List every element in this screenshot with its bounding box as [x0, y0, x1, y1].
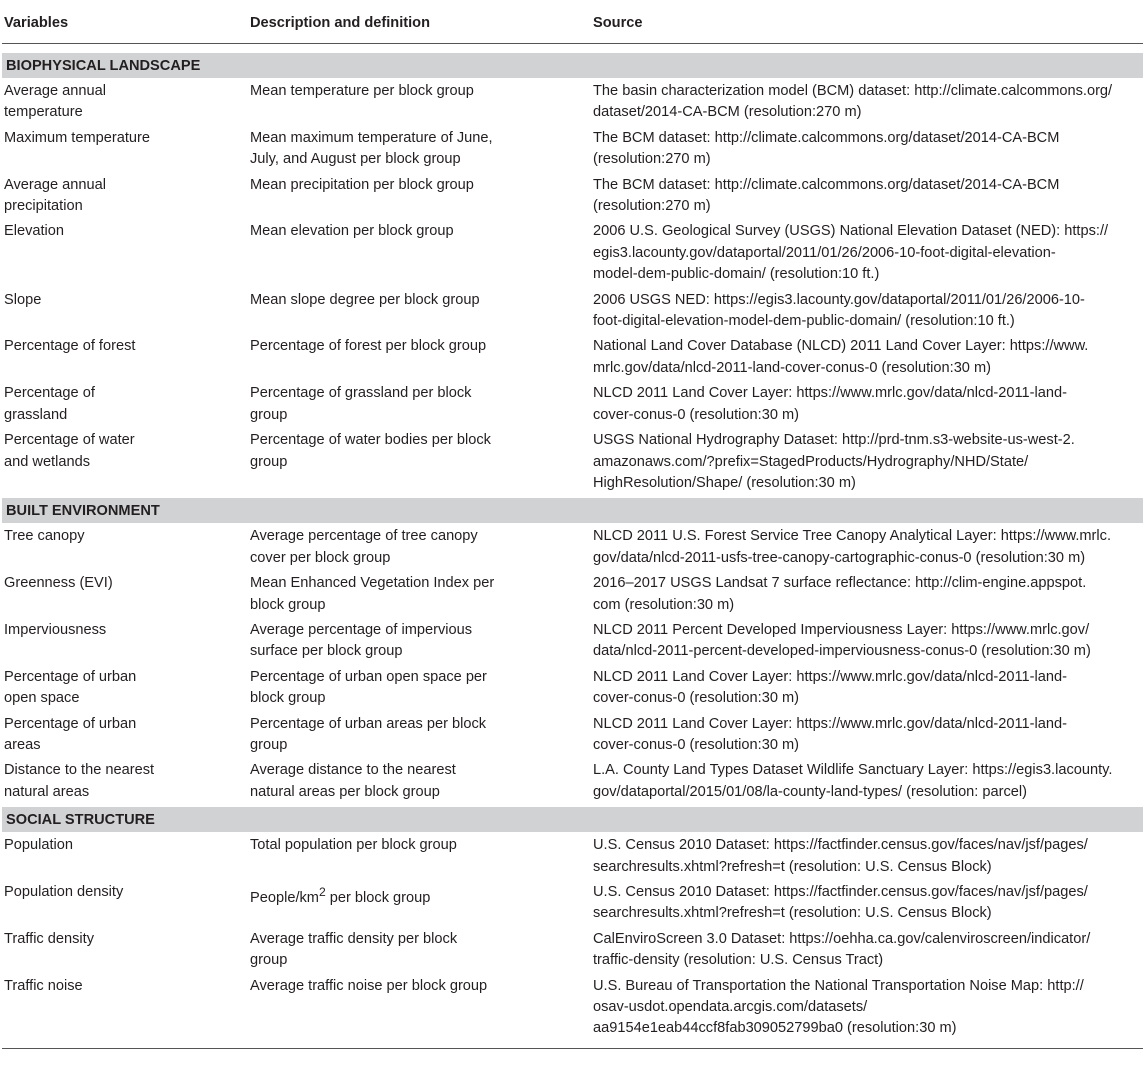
- variable-cell: Distance to the nearest natural areas: [4, 762, 155, 800]
- superscript: 2: [318, 885, 326, 899]
- table-row: [2, 835, 1143, 882]
- table-row: [2, 573, 1143, 620]
- variable-cell: Elevation: [4, 223, 65, 240]
- source-cell: CalEnviroScreen 3.0 Dataset: https://oehha.ca.gov/calenviroscreen/indicator/ traffic-density (resolution: U.S. Census Tract): [593, 930, 1091, 969]
- description-cell: Mean elevation per block group: [250, 223, 454, 240]
- description-cell: Average distance to the nearest natural areas per block group: [250, 762, 456, 800]
- table-row: [2, 336, 1143, 383]
- description-cell: Percentage of urban areas per block group: [250, 715, 487, 753]
- section-title: BIOPHYSICAL LANDSCAPE: [2, 53, 1143, 78]
- description-cell: [248, 882, 591, 925]
- table-row: [2, 221, 1143, 289]
- description-cell: Mean precipitation per block group: [250, 176, 474, 193]
- variable-cell: Traffic noise: [4, 977, 83, 994]
- header-description: Description and definition: [250, 15, 430, 31]
- header-source: Source: [593, 15, 643, 31]
- source-cell: U.S. Bureau of Transportation the National Transportation Noise Map: http:// osav-usdot.opendata.arcgis.com/datasets/ aa9154e1eab44ccf8fab309052799ba0 (resolution:30 m): [593, 977, 1084, 1037]
- source-cell: NLCD 2011 Land Cover Layer: https://www.mrlc.gov/data/nlcd-2011-land- cover-conus-0 (resolution:30 m): [593, 668, 1067, 707]
- variable-cell: Maximum temperature: [4, 129, 150, 146]
- header-variables: Variables: [4, 15, 69, 31]
- source-cell: U.S. Census 2010 Dataset: https://factfinder.census.gov/faces/nav/jsf/pages/ searchresults.xhtml?refresh=t (resolution: U.S. Census Block): [593, 837, 1088, 875]
- source-cell: The basin characterization model (BCM) dataset: http://climate.calcommons.org/ dataset/2014-CA-BCM (resolution:270 m): [593, 83, 1113, 121]
- variable-cell: Imperviousness: [4, 621, 107, 638]
- table-row: [2, 81, 1143, 128]
- source-cell: NLCD 2011 Percent Developed Imperviousness Layer: https://www.mrlc.gov/ data/nlcd-2011-percent-developed-imperviousness-conus-0 (resolution:30 m): [593, 621, 1091, 660]
- section-body: [2, 526, 1143, 807]
- table-header: [2, 0, 1143, 44]
- description-text: per block group: [325, 889, 431, 906]
- variable-cell: Average annual temperature: [4, 83, 106, 121]
- table-row: [2, 620, 1143, 667]
- source-cell: The BCM dataset: http://climate.calcommons.org/dataset/2014-CA-BCM (resolution:270 m): [593, 176, 1060, 215]
- description-cell: Percentage of urban open space per block group: [250, 668, 487, 707]
- table-row: [2, 976, 1143, 1044]
- source-cell: USGS National Hydrography Dataset: http://prd-tnm.s3-website-us-west-2. amazonaws.com/?prefix=StagedProducts/Hydrography/NHD/State/ HighResolution/Shape/ (resolution:30 m): [593, 432, 1075, 491]
- section-body: [2, 81, 1143, 498]
- section-title: BUILT ENVIRONMENT: [2, 498, 1143, 523]
- source-cell: NLCD 2011 Land Cover Layer: https://www.mrlc.gov/data/nlcd-2011-land- cover-conus-0 (resolution:30 m): [593, 715, 1067, 753]
- variable-cell: Percentage of water and wetlands: [4, 432, 135, 470]
- variable-cell: Slope: [4, 291, 42, 308]
- variable-cell: Greenness (EVI): [4, 575, 113, 592]
- description-cell: Percentage of grassland per block group: [250, 385, 472, 423]
- description-cell: Average percentage of impervious surface per block group: [250, 621, 473, 660]
- variable-cell: Percentage of grassland: [4, 385, 95, 423]
- description-cell: Percentage of forest per block group: [250, 338, 487, 355]
- table-row: [2, 882, 1143, 929]
- table-row: [2, 290, 1143, 337]
- description-cell: Mean Enhanced Vegetation Index per block group: [250, 575, 495, 613]
- variable-cell: Population: [4, 837, 73, 854]
- description-cell: Average traffic density per block group: [250, 930, 458, 969]
- description-cell: Mean maximum temperature of June, July, and August per block group: [250, 129, 493, 168]
- description-cell: Percentage of water bodies per block group: [250, 432, 491, 470]
- description-cell: Total population per block group: [250, 837, 457, 854]
- variable-cell: Population density: [4, 884, 124, 900]
- table-bottom-rule: [2, 1048, 1143, 1049]
- variable-cell: Percentage of urban areas: [4, 715, 137, 753]
- source-cell: L.A. County Land Types Dataset Wildlife Sanctuary Layer: https://egis3.lacounty. gov/dataportal/2015/01/08/la-county-land-types/ (resolution: parcel): [593, 762, 1113, 800]
- source-cell: U.S. Census 2010 Dataset: https://factfinder.census.gov/faces/nav/jsf/pages/ searchresults.xhtml?refresh=t (resolution: U.S. Census Block): [593, 884, 1088, 922]
- table-row: [2, 383, 1143, 430]
- table-row: [2, 760, 1143, 807]
- source-cell: NLCD 2011 Land Cover Layer: https://www.mrlc.gov/data/nlcd-2011-land- cover-conus-0 (resolution:30 m): [593, 385, 1067, 423]
- variable-cell: Percentage of forest: [4, 338, 136, 355]
- table-row: [2, 714, 1143, 761]
- description-text: People/km: [250, 889, 319, 906]
- table-row: [2, 526, 1143, 573]
- source-cell: 2016–2017 USGS Landsat 7 surface reflectance: http://clim-engine.appspot. com (resolution:30 m): [593, 575, 1087, 613]
- description-cell: Mean slope degree per block group: [250, 291, 480, 308]
- source-cell: The BCM dataset: http://climate.calcommons.org/dataset/2014-CA-BCM (resolution:270 m): [593, 129, 1060, 168]
- variable-cell: Traffic density: [4, 930, 95, 947]
- table-row: [2, 128, 1143, 175]
- table-row: [2, 929, 1143, 976]
- table-row: [2, 175, 1143, 222]
- source-cell: 2006 U.S. Geological Survey (USGS) National Elevation Dataset (NED): https:// egis3.lacounty.gov/dataportal/2011/01/26/2006-10-foot-digital-elevation- model-dem-public-domain/ (resolution:10 ft.): [593, 223, 1109, 283]
- description-cell: Mean temperature per block group: [250, 83, 474, 99]
- description-cell: Average percentage of tree canopy cover per block group: [250, 528, 478, 566]
- table-row: [2, 430, 1143, 498]
- source-cell: 2006 USGS NED: https://egis3.lacounty.gov/dataportal/2011/01/26/2006-10- foot-digital-elevation-model-dem-public-domain/ (resolution:10 ft.): [593, 291, 1085, 330]
- section-title: SOCIAL STRUCTURE: [2, 807, 1143, 832]
- variable-cell: Percentage of urban open space: [4, 668, 137, 707]
- table-row: [2, 667, 1143, 714]
- variables-table: [2, 0, 1143, 1049]
- section-body: [2, 835, 1143, 1044]
- source-cell: National Land Cover Database (NLCD) 2011 Land Cover Layer: https://www. mrlc.gov/data/nlcd-2011-land-cover-conus-0 (resolution:30 m): [593, 338, 1089, 376]
- description-cell: Average traffic noise per block group: [250, 977, 488, 994]
- variable-cell: Tree canopy: [4, 528, 85, 545]
- variable-cell: Average annual precipitation: [4, 176, 106, 215]
- source-cell: NLCD 2011 U.S. Forest Service Tree Canopy Analytical Layer: https://www.mrlc. gov/data/nlcd-2011-usfs-tree-canopy-cartographic-conus-0 (resolution:30 m): [593, 528, 1112, 566]
